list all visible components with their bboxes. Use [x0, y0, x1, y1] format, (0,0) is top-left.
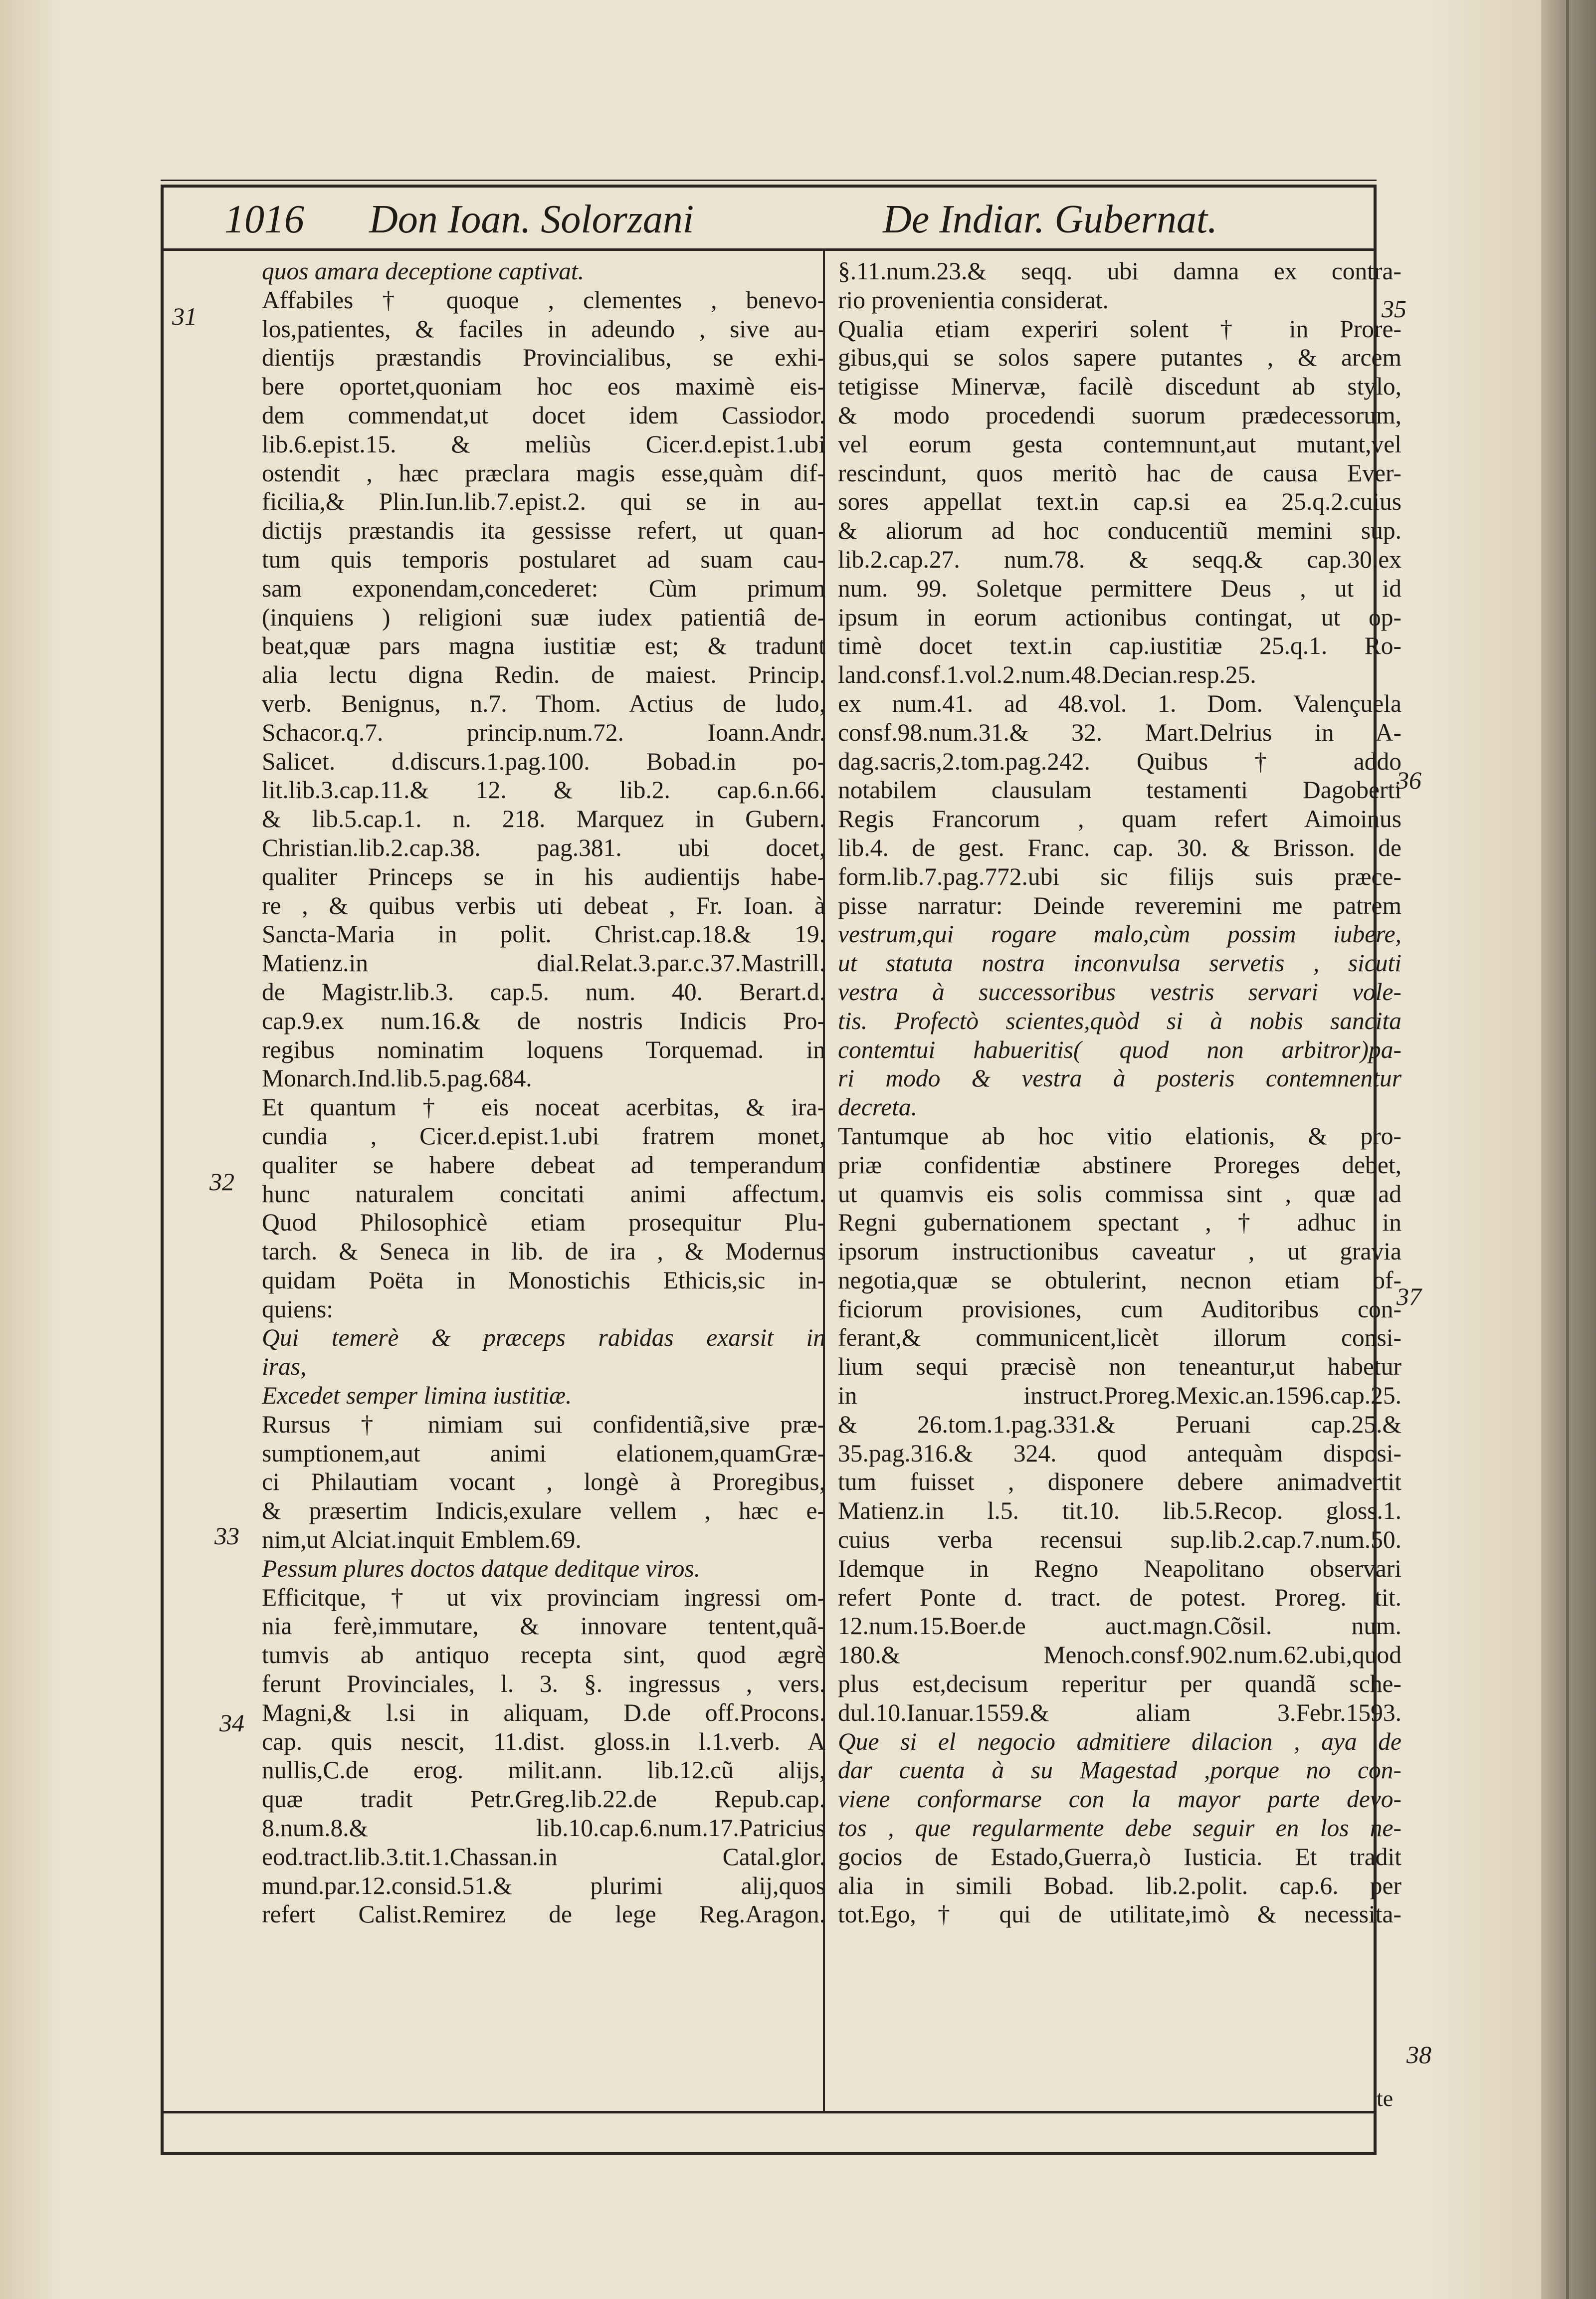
text-line: Pessum plures doctos datque deditque viros. [262, 1554, 700, 1582]
text-line: form.lib.7.pag.772.ubi sic filijs suis præce- [838, 862, 1401, 890]
text-line: timè docet text.in cap.iustitiæ 25.q.1. Ro- [838, 632, 1401, 660]
text-line: num. 99. Soletque permittere Deus , ut id [838, 574, 1401, 602]
text-line: 8.num.8.& lib.10.cap.6.num.17.Patricius [262, 1814, 825, 1842]
text-line: lib.2.cap.27. num.78. & seqq.& cap.30.ex [838, 545, 1401, 573]
text-line: re , & quibus verbis uti debeat , Fr. Ioan. à [262, 891, 825, 919]
text-line: Christian.lib.2.cap.38. pag.381. ubi docet, [262, 834, 825, 861]
text-line: ex num.41. ad 48.vol. 1. Dom. Valençuela [838, 689, 1401, 717]
catchword: te [1377, 2086, 1394, 2111]
margin-number: 38 [1406, 2041, 1431, 2069]
text-line: decreta. [838, 1093, 917, 1121]
text-line: negotia,quæ se obtulerint, necnon etiam of- [838, 1266, 1401, 1294]
margin-number: 32 [209, 1168, 234, 1196]
margin-number: 36 [1396, 766, 1421, 794]
text-line: 35.pag.316.& 324. quod antequàm disposi- [838, 1439, 1401, 1467]
text-line: Idemque in Regno Neapolitano observari [838, 1554, 1401, 1582]
text-line: & modo procedendi suorum prædecessorum, [838, 401, 1401, 429]
text-line: Qui temerè & præceps rabidas exarsit in [262, 1324, 825, 1352]
text-line: priæ confidentiæ abstinere Proreges debet, [838, 1151, 1401, 1179]
text-line: notabilem clausulam testamenti Dagoberti [838, 776, 1401, 804]
right-text-column [838, 257, 1401, 1929]
text-line: sumptionem,aut animi elationem,quamGræ- [262, 1439, 825, 1467]
text-line: mund.par.12.consid.51.& plurimi alij,quos [262, 1872, 825, 1899]
left-text-column [262, 257, 825, 1929]
frame-outer-rule [161, 180, 1377, 181]
text-line: ostendit , hæc præclara magis esse,quàm dif- [262, 459, 825, 487]
text-line: tum fuisset , disponere debere animadvertit [838, 1468, 1401, 1496]
text-line: qualiter Princeps se in his audientijs habe- [262, 862, 825, 890]
text-line: Magni,& l.si in aliquam, D.de off.Procons. [262, 1698, 825, 1726]
text-line: Matienz.in l.5. tit.10. lib.5.Recop. gloss.1. [838, 1497, 1401, 1525]
text-line: viene conformarse con la mayor parte devo- [838, 1785, 1401, 1813]
text-line: ipsum in eorum actionibus contingat, ut op- [838, 603, 1401, 631]
text-line: eod.tract.lib.3.tit.1.Chassan.in Catal.glor. [262, 1843, 825, 1871]
text-line: cap.9.ex num.16.& de nostris Indicis Pro- [262, 1007, 825, 1035]
text-line: qualiter se habere debeat ad temperandum [262, 1151, 825, 1179]
running-head-author: Don Ioan. Solorzani [369, 198, 694, 241]
text-line: quiens: [262, 1295, 333, 1323]
text-line: dictijs præstandis ita gessisse refert, ut quan- [262, 517, 825, 545]
text-line: dientijs præstandis Provincialibus, se exhi- [262, 344, 825, 372]
text-line: ut statuta nostra inconvulsa servetis , sicuti [838, 949, 1401, 977]
text-line: Affabiles † quoque , clementes , benevo- [262, 286, 825, 314]
text-line: in instruct.Proreg.Mexic.an.1596.cap.25. [838, 1382, 1401, 1410]
text-line: Et quantum † eis noceat acerbitas, & ira- [262, 1093, 825, 1121]
text-line: ipsorum instructionibus caveatur , ut gravia [838, 1238, 1401, 1265]
text-line: ferunt Provinciales, l. 3. §. ingressus , vers. [262, 1670, 825, 1698]
text-line: pisse narratur: Deinde reveremini me patrem [838, 891, 1401, 919]
text-line: Efficitque, † ut vix provinciam ingressi om- [262, 1583, 825, 1611]
text-line: Rursus † nimiam sui confidentiã,sive præ- [262, 1410, 825, 1438]
text-line: consf.98.num.31.& 32. Mart.Delrius in A- [838, 718, 1401, 746]
text-line: plus est,decisum reperitur per quandã sche- [838, 1670, 1401, 1698]
text-line: hunc naturalem concitati animi affectum. [262, 1180, 825, 1208]
text-line: cap. quis nescit, 11.dist. gloss.in l.1.verb. A [262, 1727, 825, 1755]
text-line: tot.Ego,† qui de utilitate,imò & necessita- [838, 1900, 1401, 1928]
text-line: lium sequi præcisè non teneantur,ut habetur [838, 1353, 1401, 1381]
book-edge-line [1566, 0, 1569, 2299]
text-line: Sancta-Maria in polit. Christ.cap.18.& 19. [262, 920, 825, 948]
text-line: Tantumque ab hoc vitio elationis, & pro- [838, 1122, 1401, 1150]
text-line: ferant,& communicent,licèt illorum consi- [838, 1324, 1401, 1352]
text-line: nia ferè,immutare, & innovare tentent,quã- [262, 1612, 825, 1640]
text-line: Excedet semper limina iustitiæ. [262, 1382, 572, 1410]
text-line: Quod Philosophicè etiam prosequitur Plu- [262, 1209, 825, 1237]
text-line: Salicet. d.discurs.1.pag.100. Bobad.in po- [262, 747, 825, 775]
text-line: lib.4. de gest. Franc. cap. 30. & Brisson. de [838, 834, 1401, 861]
footer-rule [161, 2111, 1377, 2113]
running-head-title: De Indiar. Gubernat. [883, 198, 1218, 241]
text-line: & 26.tom.1.pag.331.& Peruani cap.25.& [838, 1410, 1401, 1438]
margin-number: 37 [1396, 1282, 1421, 1310]
text-line: cuius verba recensui sup.lib.2.cap.7.num.50. [838, 1526, 1401, 1554]
text-line: Regni gubernationem spectant , † adhuc in [838, 1209, 1401, 1237]
text-line: alia in simili Bobad. lib.2.polit. cap.6. per [838, 1872, 1401, 1899]
text-line: vestra à successoribus vestris servari vole- [838, 978, 1401, 1006]
text-line: tum quis temporis postularet ad suam cau- [262, 545, 825, 573]
text-line: beat,quæ pars magna iustitiæ est; & tradunt [262, 632, 825, 660]
page-number: 1016 [224, 198, 304, 241]
text-line: Matienz.in dial.Relat.3.par.c.37.Mastrill. [262, 949, 825, 977]
text-line: contemtui habueritis( quod non arbitror)pa- [838, 1036, 1401, 1063]
text-line: tetigisse Minervæ, facilè discedunt ab stylo, [838, 373, 1401, 401]
text-line: tumvis ab antiquo recepta sint, quod ægrè [262, 1641, 825, 1669]
text-line: Schacor.q.7. princip.num.72. Ioann.Andr. [262, 718, 825, 746]
text-line: quæ tradit Petr.Greg.lib.22.de Repub.cap. [262, 1785, 825, 1813]
text-line: Que si el negocio admitiere dilacion , aya de [838, 1727, 1401, 1755]
text-line: quos amara deceptione captivat. [262, 257, 585, 285]
margin-number: 31 [172, 302, 197, 330]
text-line: regibus nominatim loquens Torquemad. in [262, 1036, 825, 1063]
text-line: rescindunt, quos meritò hac de causa Ever- [838, 459, 1401, 487]
text-line: lit.lib.3.cap.11.& 12. & lib.2. cap.6.n.66. [262, 776, 825, 804]
text-line: los,patientes, & faciles in adeundo , sive au- [262, 315, 825, 343]
text-line: nim,ut Alciat.inquit Emblem.69. [262, 1526, 582, 1554]
text-line: tarch. & Seneca in lib. de ira , & Modernus [262, 1238, 825, 1265]
text-line: nullis,C.de erog. milit.ann. lib.12.cũ alijs, [262, 1756, 825, 1784]
text-line: dar cuenta à su Magestad ,porque no con- [838, 1756, 1401, 1784]
text-line: 12.num.15.Boer.de auct.magn.Cõsil. num. [838, 1612, 1401, 1640]
text-line: Monarch.Ind.lib.5.pag.684. [262, 1064, 532, 1092]
text-line: refert Calist.Remirez de lege Reg.Aragon. [262, 1900, 825, 1928]
text-line: ficiorum provisiones, cum Auditoribus con- [838, 1295, 1401, 1323]
text-line: alia lectu digna Redin. de maiest. Princip. [262, 661, 825, 689]
text-line: tos , que regularmente debe seguir en los ne- [838, 1814, 1401, 1842]
text-line: cundia , Cicer.d.epist.1.ubi fratrem monet, [262, 1122, 825, 1150]
header-rule [161, 248, 1377, 251]
text-line: sam exponendam,concederet: Cùm primum [262, 574, 825, 602]
margin-number: 33 [214, 1522, 239, 1550]
margin-number: 35 [1382, 295, 1406, 323]
text-line: dem commendat,ut docet idem Cassiodor. [262, 401, 825, 429]
text-line: ut quamvis eis solis commissa sint , quæ ad [838, 1180, 1401, 1208]
text-line: bere oportet,quoniam hoc eos maximè eis- [262, 373, 825, 401]
text-line: Regis Francorum , quam refert Aimoinus [838, 805, 1401, 833]
text-line: vel eorum gesta contemnunt,aut mutant,vel [838, 430, 1401, 458]
text-line: gocios de Estado,Guerra,ò Iusticia. Et tradit [838, 1843, 1401, 1871]
text-line: ficilia,& Plin.Iun.lib.7.epist.2. qui se in au- [262, 488, 825, 516]
text-line: rio provenientia considerat. [838, 286, 1109, 314]
text-line: iras, [262, 1353, 307, 1381]
text-line: & aliorum ad hoc conducentiũ memini sup. [838, 517, 1401, 545]
text-line: sores appellat text.in cap.si ea 25.q.2.cuius [838, 488, 1401, 516]
text-line: ci Philautiam vocant , longè à Proregibus, [262, 1468, 825, 1496]
text-line: refert Ponte d. tract. de potest. Proreg. tit. [838, 1583, 1401, 1611]
text-line: vestrum,qui rogare malo,cùm possim iubere, [838, 920, 1401, 948]
text-line: 180.& Menoch.consf.902.num.62.ubi,quod [838, 1641, 1401, 1669]
text-line: quidam Poëta in Monostichis Ethicis,sic in- [262, 1266, 825, 1294]
text-line: de Magistr.lib.3. cap.5. num. 40. Berart.d. [262, 978, 825, 1006]
text-line: ri modo & vestra à posteris contemnentur [838, 1064, 1401, 1092]
text-line: dul.10.Ianuar.1559.& aliam 3.Febr.1593. [838, 1698, 1401, 1726]
text-line: land.consf.1.vol.2.num.48.Decian.resp.25. [838, 661, 1256, 689]
text-line: & lib.5.cap.1. n. 218. Marquez in Gubern. [262, 805, 825, 833]
text-line: & præsertim Indicis,exulare vellem , hæc e- [262, 1497, 825, 1525]
text-line: Qualia etiam experiri solent † in Prore- [838, 315, 1401, 343]
text-line: gibus,qui se solos sapere putantes , & arcem [838, 344, 1401, 372]
text-line: §.11.num.23.& seqq. ubi damna ex contra- [838, 257, 1401, 285]
text-line: tis. Profectò scientes,quòd si à nobis sancita [838, 1007, 1401, 1035]
margin-number: 34 [219, 1709, 244, 1737]
text-line: (inquiens ) religioni suæ iudex patientiâ de- [262, 603, 825, 631]
text-line: lib.6.epist.15. & meliùs Cicer.d.epist.1.ubi [262, 430, 825, 458]
text-line: dag.sacris,2.tom.pag.242. Quibus † addo [838, 747, 1401, 775]
text-line: verb. Benignus, n.7. Thom. Actius de ludo, [262, 689, 825, 717]
